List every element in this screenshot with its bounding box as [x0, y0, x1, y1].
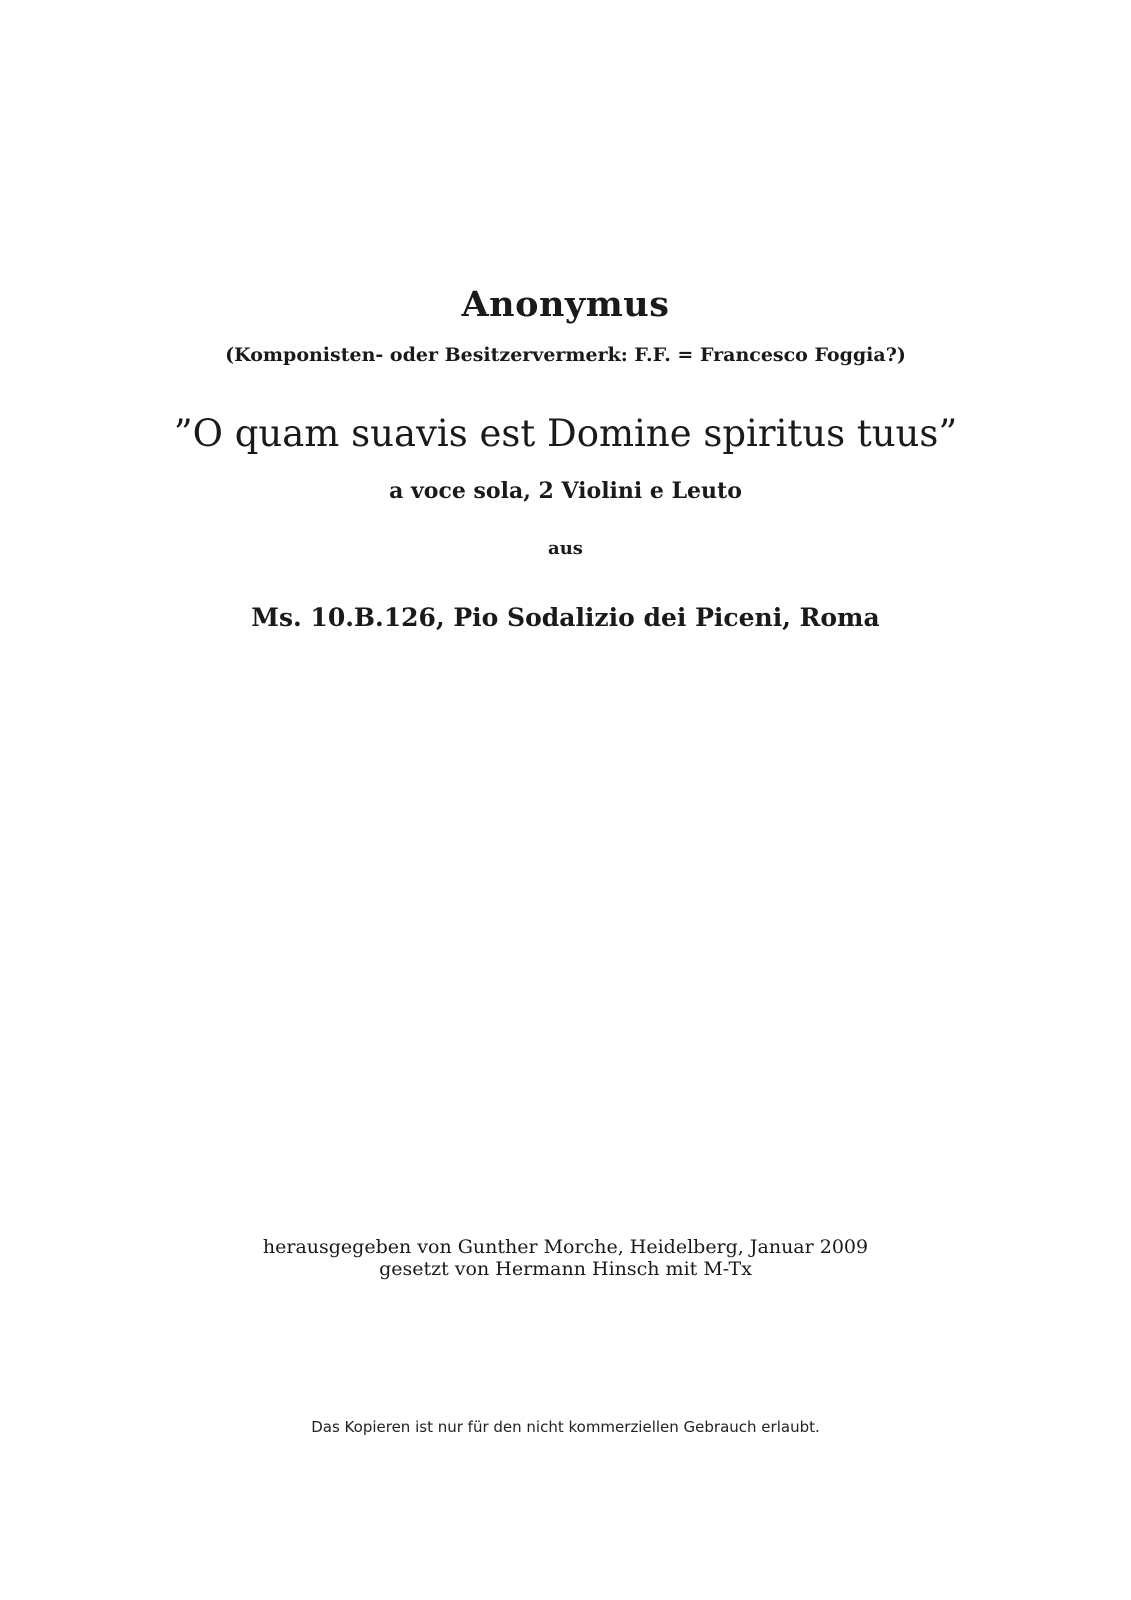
- work-title: ”O quam suavis est Domine spiritus tuus”: [173, 412, 958, 455]
- manuscript-source: Ms. 10.B.126, Pio Sodalizio dei Piceni, Roma: [251, 603, 880, 632]
- scoring: a voce sola, 2 Violini e Leuto: [389, 478, 742, 504]
- source-prefix: aus: [548, 538, 583, 559]
- copyright-note: Das Kopieren ist nur für den nicht kommerziellen Gebrauch erlaubt.: [311, 1418, 820, 1436]
- typesetter-line: gesetzt von Hermann Hinsch mit M-Tx: [379, 1258, 752, 1280]
- editor-line: herausgegeben von Gunther Morche, Heidelberg, Januar 2009: [262, 1236, 869, 1258]
- composer-name: Anonymus: [461, 284, 670, 325]
- composer-note: (Komponisten- oder Besitzervermerk: F.F. = Francesco Foggia?): [225, 344, 906, 366]
